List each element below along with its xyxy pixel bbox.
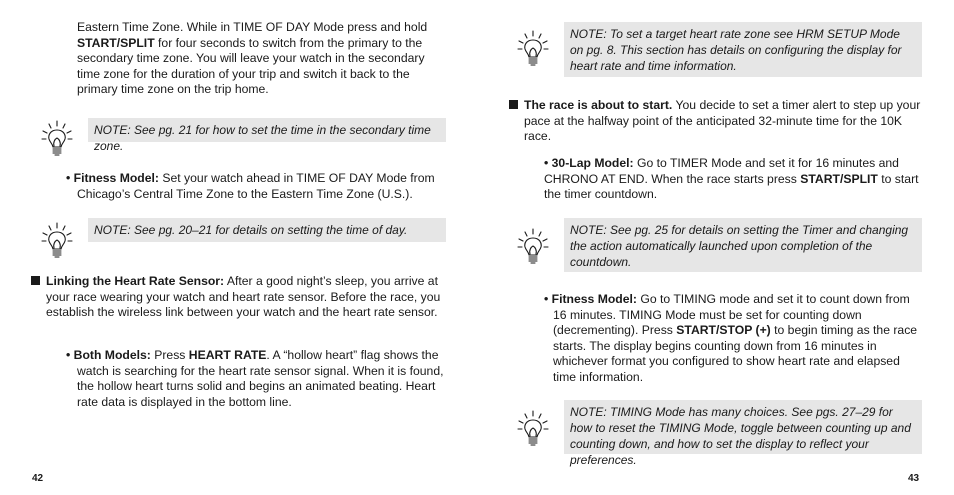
linking-sensor-paragraph xyxy=(31,274,447,321)
linking-sensor-text: After a good night’s sleep, you arrive at your race wearing your watch and heart rate sensor. Before the race, you establish the wireless link between your watch and the heart rate sensor. xyxy=(46,274,441,320)
race-start-paragraph xyxy=(509,98,924,145)
fitness-model-label: • Fitness Model: xyxy=(544,292,637,306)
intro-text-2: for four seconds to switch from the primary to the secondary time zone. You will leave your watch in the secondary time zone for the duration of your trip and switch it back to the primary time zone on the trip home. xyxy=(77,35,425,97)
start-stop-label: START/STOP (+) xyxy=(676,323,771,338)
fitness-model-text-1: Go to TIMING mode and set it to count down from 16 minutes. TIMING Mode must be set for counting down (decrementing). Press xyxy=(553,292,910,338)
start-split-label: START/SPLIT xyxy=(77,35,155,50)
fitness-model-text: Set your watch ahead in TIME OF DAY Mode from Chicago’s Central Time Zone to the Eastern Time Zone (U.S.). xyxy=(77,171,435,201)
both-models-paragraph xyxy=(66,348,446,410)
page-number-right: 43 xyxy=(908,473,920,484)
lightbulb-icon xyxy=(516,408,550,448)
fitness-model-paragraph xyxy=(66,171,442,202)
lightbulb-icon xyxy=(40,220,74,260)
lap-model-text-2: to start the timer countdown. xyxy=(544,171,919,202)
fitness-model-timing-paragraph xyxy=(544,292,924,386)
race-start-text: You decide to set a timer alert to step up your pace at the halfway point of the anticipated 32-minute time for the 10K race. xyxy=(524,98,921,144)
lap-model-label: • 30-Lap Model: xyxy=(544,156,634,170)
fitness-model-label: • Fitness Model: xyxy=(66,171,159,185)
page-number-left: 42 xyxy=(32,473,44,484)
both-models-label: • Both Models: xyxy=(66,348,151,362)
heart-rate-label: HEART RATE xyxy=(188,348,267,362)
note-time-of-day: NOTE: See pg. 20–21 for details on setting the time of day. xyxy=(88,218,446,242)
fitness-model-text-2: to begin timing as the race starts. The display begins counting down from 16 minutes in whichever format you configured to show heart rate and elapsed time information. xyxy=(553,323,918,384)
both-models-text-2: . A “hollow heart” flag shows the watch is searching for the heart rate sensor signal. When it is found, the hollow heart turns solid and begins an animated beating. Heart rate data is displayed in the bottom line. xyxy=(77,348,444,409)
lap-model-paragraph xyxy=(544,156,924,203)
note-target-heart-rate: NOTE: To set a target heart rate zone see HRM SETUP Mode on pg. 8. This section has details on configuring the display for heart rate and time information. xyxy=(564,22,922,77)
intro-text-1: Eastern Time Zone. While in TIME OF DAY Mode press and hold xyxy=(77,20,428,34)
intro-paragraph xyxy=(77,20,437,98)
note-timing-mode-choices: NOTE: TIMING Mode has many choices. See pgs. 27–29 for how to reset the TIMING Mode, toggle between counting up and counting down, and how to set the display to reflect your preferences. xyxy=(564,400,922,454)
lap-model-text-1: Go to TIMER Mode and set it for 16 minutes and CHRONO AT END. When the race starts press xyxy=(544,156,899,186)
lightbulb-icon xyxy=(40,118,74,158)
lightbulb-icon xyxy=(516,226,550,266)
note-secondary-time-zone: NOTE: See pg. 21 for how to set the time in the secondary time zone. xyxy=(88,118,446,142)
lightbulb-icon xyxy=(516,28,550,68)
both-models-text-1: Press xyxy=(150,348,189,362)
race-start-heading: The race is about to start. xyxy=(524,98,673,112)
square-bullet xyxy=(509,100,518,109)
linking-sensor-heading: Linking the Heart Rate Sensor: xyxy=(46,274,225,288)
square-bullet xyxy=(31,276,40,285)
start-split-label: START/SPLIT xyxy=(800,171,878,186)
note-timer-settings: NOTE: See pg. 25 for details on setting the Timer and changing the action automatically launched upon completion of the countdown. xyxy=(564,218,922,272)
